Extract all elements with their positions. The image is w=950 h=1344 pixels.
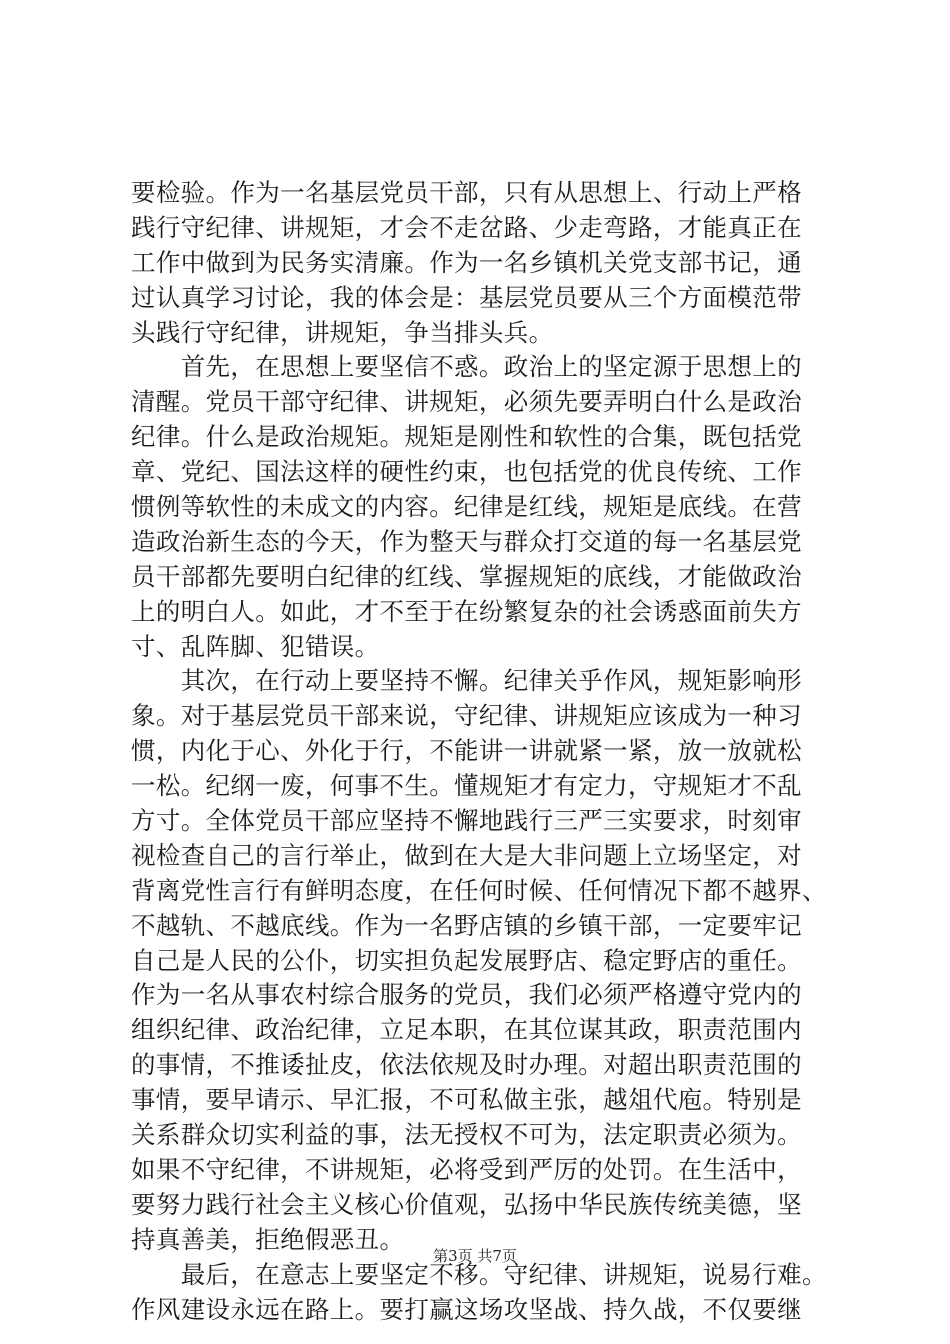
text-line: 如果不守纪律，不讲规矩，必将受到严厉的处罚。在生活中， (131, 1154, 802, 1184)
text-line: 作为一名从事农村综合服务的党员，我们必须严格遵守党内的 (131, 980, 802, 1010)
text-line: 要检验。作为一名基层党员干部，只有从思想上、行动上严格 (131, 178, 802, 207)
text-line: 上的明白人。如此，才不至于在纷繁复杂的社会诱惑面前失方 (131, 596, 802, 626)
text-line: 工作中做到为民务实清廉。作为一名乡镇机关党支部书记，通 (131, 247, 802, 277)
text-line: 要努力践行社会主义核心价值观，弘扬中华民族传统美德，坚 (131, 1189, 802, 1219)
text-line: 践行守纪律、讲规矩，才会不走岔路、少走弯路，才能真正在 (131, 212, 802, 242)
text-line: 员干部都先要明白纪律的红线、掌握规矩的底线，才能做政治 (131, 561, 802, 591)
text-line: 自己是人民的公仆，切实担负起发展野店、稳定野店的重任。 (131, 945, 802, 975)
text-line: 头践行守纪律，讲规矩，争当排头兵。 (131, 317, 554, 347)
text-line: 造政治新生态的今天，作为整天与群众打交道的每一名基层党 (131, 526, 802, 556)
text-line: 作风建设永远在路上。要打赢这场攻坚战、持久战，不仅要继 (131, 1294, 802, 1324)
text-line: 惯，内化于心、外化于行，不能讲一讲就紧一紧，放一放就松 (131, 736, 802, 766)
text-line: 一松。纪纲一废，何事不生。懂规矩才有定力，守规矩才不乱 (131, 771, 802, 801)
page-number-footer: 第3页 共7页 (433, 1247, 517, 1265)
text-line: 章、党纪、国法这样的硬性约束，也包括党的优良传统、工作 (131, 457, 802, 487)
paragraph-first-line: 首先，在思想上要坚信不惑。政治上的坚定源于思想上的 (131, 352, 802, 382)
paragraph-first-line: 最后，在意志上要坚定不移。守纪律、讲规矩，说易行难。 (131, 1259, 827, 1289)
text-line: 的事情，不推诿扯皮，依法依规及时办理。对超出职责范围的 (131, 1050, 802, 1080)
body-text (131, 176, 841, 1327)
text-line: 纪律。什么是政治规矩。规矩是刚性和软性的合集，既包括党 (131, 422, 802, 452)
text-line: 持真善美，拒绝假恶丑。 (131, 1224, 405, 1254)
paragraph-first-line: 其次，在行动上要坚持不懈。纪律关乎作风，规矩影响形 (131, 666, 802, 696)
text-line: 清醒。党员干部守纪律、讲规矩，必须先要弄明白什么是政治 (131, 387, 802, 417)
text-line: 组织纪律、政治纪律，立足本职，在其位谋其政，职责范围内 (131, 1015, 802, 1045)
text-line: 背离党性言行有鲜明态度，在任何时候、任何情况下都不越界、 (131, 875, 827, 905)
text-line: 方寸。全体党员干部应坚持不懈地践行三严三实要求，时刻审 (131, 806, 802, 836)
text-line: 象。对于基层党员干部来说，守纪律、讲规矩应该成为一种习 (131, 701, 802, 731)
text-line: 寸、乱阵脚、犯错误。 (131, 631, 380, 661)
text-line: 不越轨、不越底线。作为一名野店镇的乡镇干部，一定要牢记 (131, 910, 802, 940)
text-line: 关系群众切实利益的事，法无授权不可为，法定职责必须为。 (131, 1120, 802, 1150)
text-line: 视检查自己的言行举止，做到在大是大非问题上立场坚定，对 (131, 840, 802, 870)
text-line: 事情，要早请示、早汇报，不可私做主张，越俎代庖。特别是 (131, 1085, 802, 1115)
text-line: 惯例等软性的未成文的内容。纪律是红线，规矩是底线。在营 (131, 492, 802, 522)
text-line: 过认真学习讨论，我的体会是：基层党员要从三个方面模范带 (131, 282, 802, 312)
